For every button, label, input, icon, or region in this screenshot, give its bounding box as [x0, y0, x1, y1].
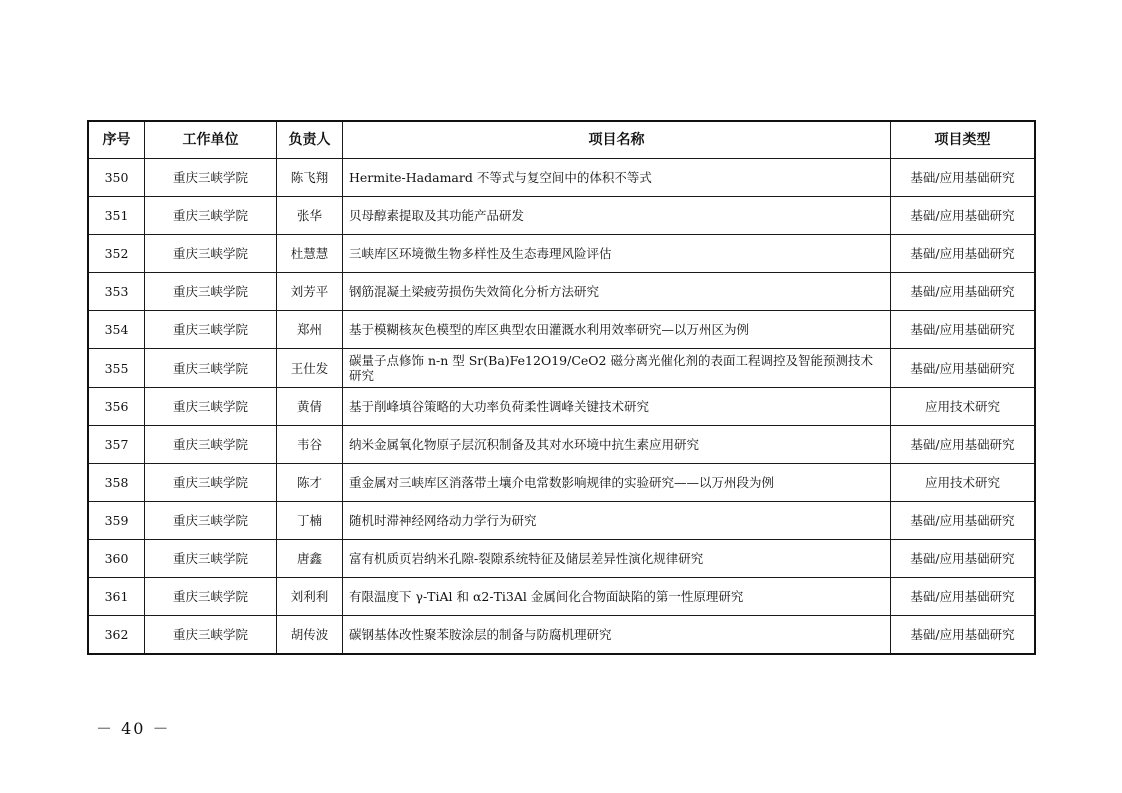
- cell-type: 基础/应用基础研究: [891, 235, 1035, 273]
- table-row: [89, 388, 1035, 426]
- cell-no: 362: [89, 616, 145, 654]
- cell-lead: 刘利利: [277, 578, 343, 616]
- cell-lead: 王仕发: [277, 349, 343, 388]
- cell-name: 有限温度下 γ-TiAl 和 α2-Ti3Al 金属间化合物面缺陷的第一性原理研究: [343, 578, 891, 616]
- cell-lead: 丁楠: [277, 502, 343, 540]
- cell-type: 基础/应用基础研究: [891, 197, 1035, 235]
- cell-lead: 陈飞翔: [277, 159, 343, 197]
- header-unit: 工作单位: [145, 122, 277, 159]
- cell-no: 361: [89, 578, 145, 616]
- cell-name: 富有机质页岩纳米孔隙-裂隙系统特征及储层差异性演化规律研究: [343, 540, 891, 578]
- page-number: － 40 －: [96, 719, 171, 738]
- cell-type: 基础/应用基础研究: [891, 502, 1035, 540]
- cell-lead: 陈才: [277, 464, 343, 502]
- table-row: [89, 349, 1035, 388]
- table-row: [89, 426, 1035, 464]
- cell-unit: 重庆三峡学院: [145, 235, 277, 273]
- cell-name: 碳钢基体改性聚苯胺涂层的制备与防腐机理研究: [343, 616, 891, 654]
- cell-unit: 重庆三峡学院: [145, 388, 277, 426]
- cell-name: 纳米金属氧化物原子层沉积制备及其对水环境中抗生素应用研究: [343, 426, 891, 464]
- cell-unit: 重庆三峡学院: [145, 426, 277, 464]
- cell-type: 基础/应用基础研究: [891, 616, 1035, 654]
- cell-lead: 杜慧慧: [277, 235, 343, 273]
- header-type: 项目类型: [891, 122, 1035, 159]
- table-row: [89, 197, 1035, 235]
- cell-name: 随机时滞神经网络动力学行为研究: [343, 502, 891, 540]
- table-row: [89, 616, 1035, 654]
- cell-lead: 郑州: [277, 311, 343, 349]
- cell-no: 358: [89, 464, 145, 502]
- cell-name: 三峡库区环境微生物多样性及生态毒理风险评估: [343, 235, 891, 273]
- cell-unit: 重庆三峡学院: [145, 578, 277, 616]
- cell-no: 350: [89, 159, 145, 197]
- cell-name: 贝母醇素提取及其功能产品研发: [343, 197, 891, 235]
- table-row: [89, 159, 1035, 197]
- cell-name: 重金属对三峡库区消落带土壤介电常数影响规律的实验研究——以万州段为例: [343, 464, 891, 502]
- cell-unit: 重庆三峡学院: [145, 159, 277, 197]
- cell-type: 基础/应用基础研究: [891, 273, 1035, 311]
- table-header-row: [89, 122, 1035, 159]
- cell-lead: 韦谷: [277, 426, 343, 464]
- cell-unit: 重庆三峡学院: [145, 502, 277, 540]
- cell-type: 应用技术研究: [891, 388, 1035, 426]
- cell-type: 基础/应用基础研究: [891, 578, 1035, 616]
- cell-name: Hermite-Hadamard 不等式与复空间中的体积不等式: [343, 159, 891, 197]
- cell-no: 357: [89, 426, 145, 464]
- cell-lead: 唐鑫: [277, 540, 343, 578]
- cell-type: 基础/应用基础研究: [891, 311, 1035, 349]
- cell-type: 应用技术研究: [891, 464, 1035, 502]
- table-row: [89, 464, 1035, 502]
- table-row: [89, 540, 1035, 578]
- cell-name: 钢筋混凝土梁疲劳损伤失效简化分析方法研究: [343, 273, 891, 311]
- project-table: [88, 121, 1035, 654]
- table-row: [89, 502, 1035, 540]
- cell-no: 353: [89, 273, 145, 311]
- table-row: [89, 578, 1035, 616]
- header-name: 项目名称: [343, 122, 891, 159]
- cell-no: 360: [89, 540, 145, 578]
- cell-lead: 胡传波: [277, 616, 343, 654]
- cell-type: 基础/应用基础研究: [891, 159, 1035, 197]
- cell-lead: 张华: [277, 197, 343, 235]
- cell-no: 355: [89, 349, 145, 388]
- cell-no: 352: [89, 235, 145, 273]
- header-lead: 负责人: [277, 122, 343, 159]
- cell-no: 354: [89, 311, 145, 349]
- cell-type: 基础/应用基础研究: [891, 540, 1035, 578]
- cell-no: 351: [89, 197, 145, 235]
- cell-name: 基于模糊核灰色模型的库区典型农田灌溉水利用效率研究—以万州区为例: [343, 311, 891, 349]
- table-row: [89, 273, 1035, 311]
- cell-unit: 重庆三峡学院: [145, 197, 277, 235]
- cell-no: 359: [89, 502, 145, 540]
- cell-lead: 刘芳平: [277, 273, 343, 311]
- cell-unit: 重庆三峡学院: [145, 311, 277, 349]
- cell-unit: 重庆三峡学院: [145, 349, 277, 388]
- cell-name: 碳量子点修饰 n-n 型 Sr(Ba)Fe12O19/CeO2 磁分离光催化剂的表面工程调控及智能预测技术研究: [343, 349, 891, 388]
- cell-unit: 重庆三峡学院: [145, 273, 277, 311]
- cell-name: 基于削峰填谷策略的大功率负荷柔性调峰关键技术研究: [343, 388, 891, 426]
- table-row: [89, 235, 1035, 273]
- cell-type: 基础/应用基础研究: [891, 349, 1035, 388]
- header-no: 序号: [89, 122, 145, 159]
- cell-unit: 重庆三峡学院: [145, 464, 277, 502]
- cell-type: 基础/应用基础研究: [891, 426, 1035, 464]
- cell-unit: 重庆三峡学院: [145, 540, 277, 578]
- cell-no: 356: [89, 388, 145, 426]
- cell-lead: 黄倩: [277, 388, 343, 426]
- table-row: [89, 311, 1035, 349]
- cell-unit: 重庆三峡学院: [145, 616, 277, 654]
